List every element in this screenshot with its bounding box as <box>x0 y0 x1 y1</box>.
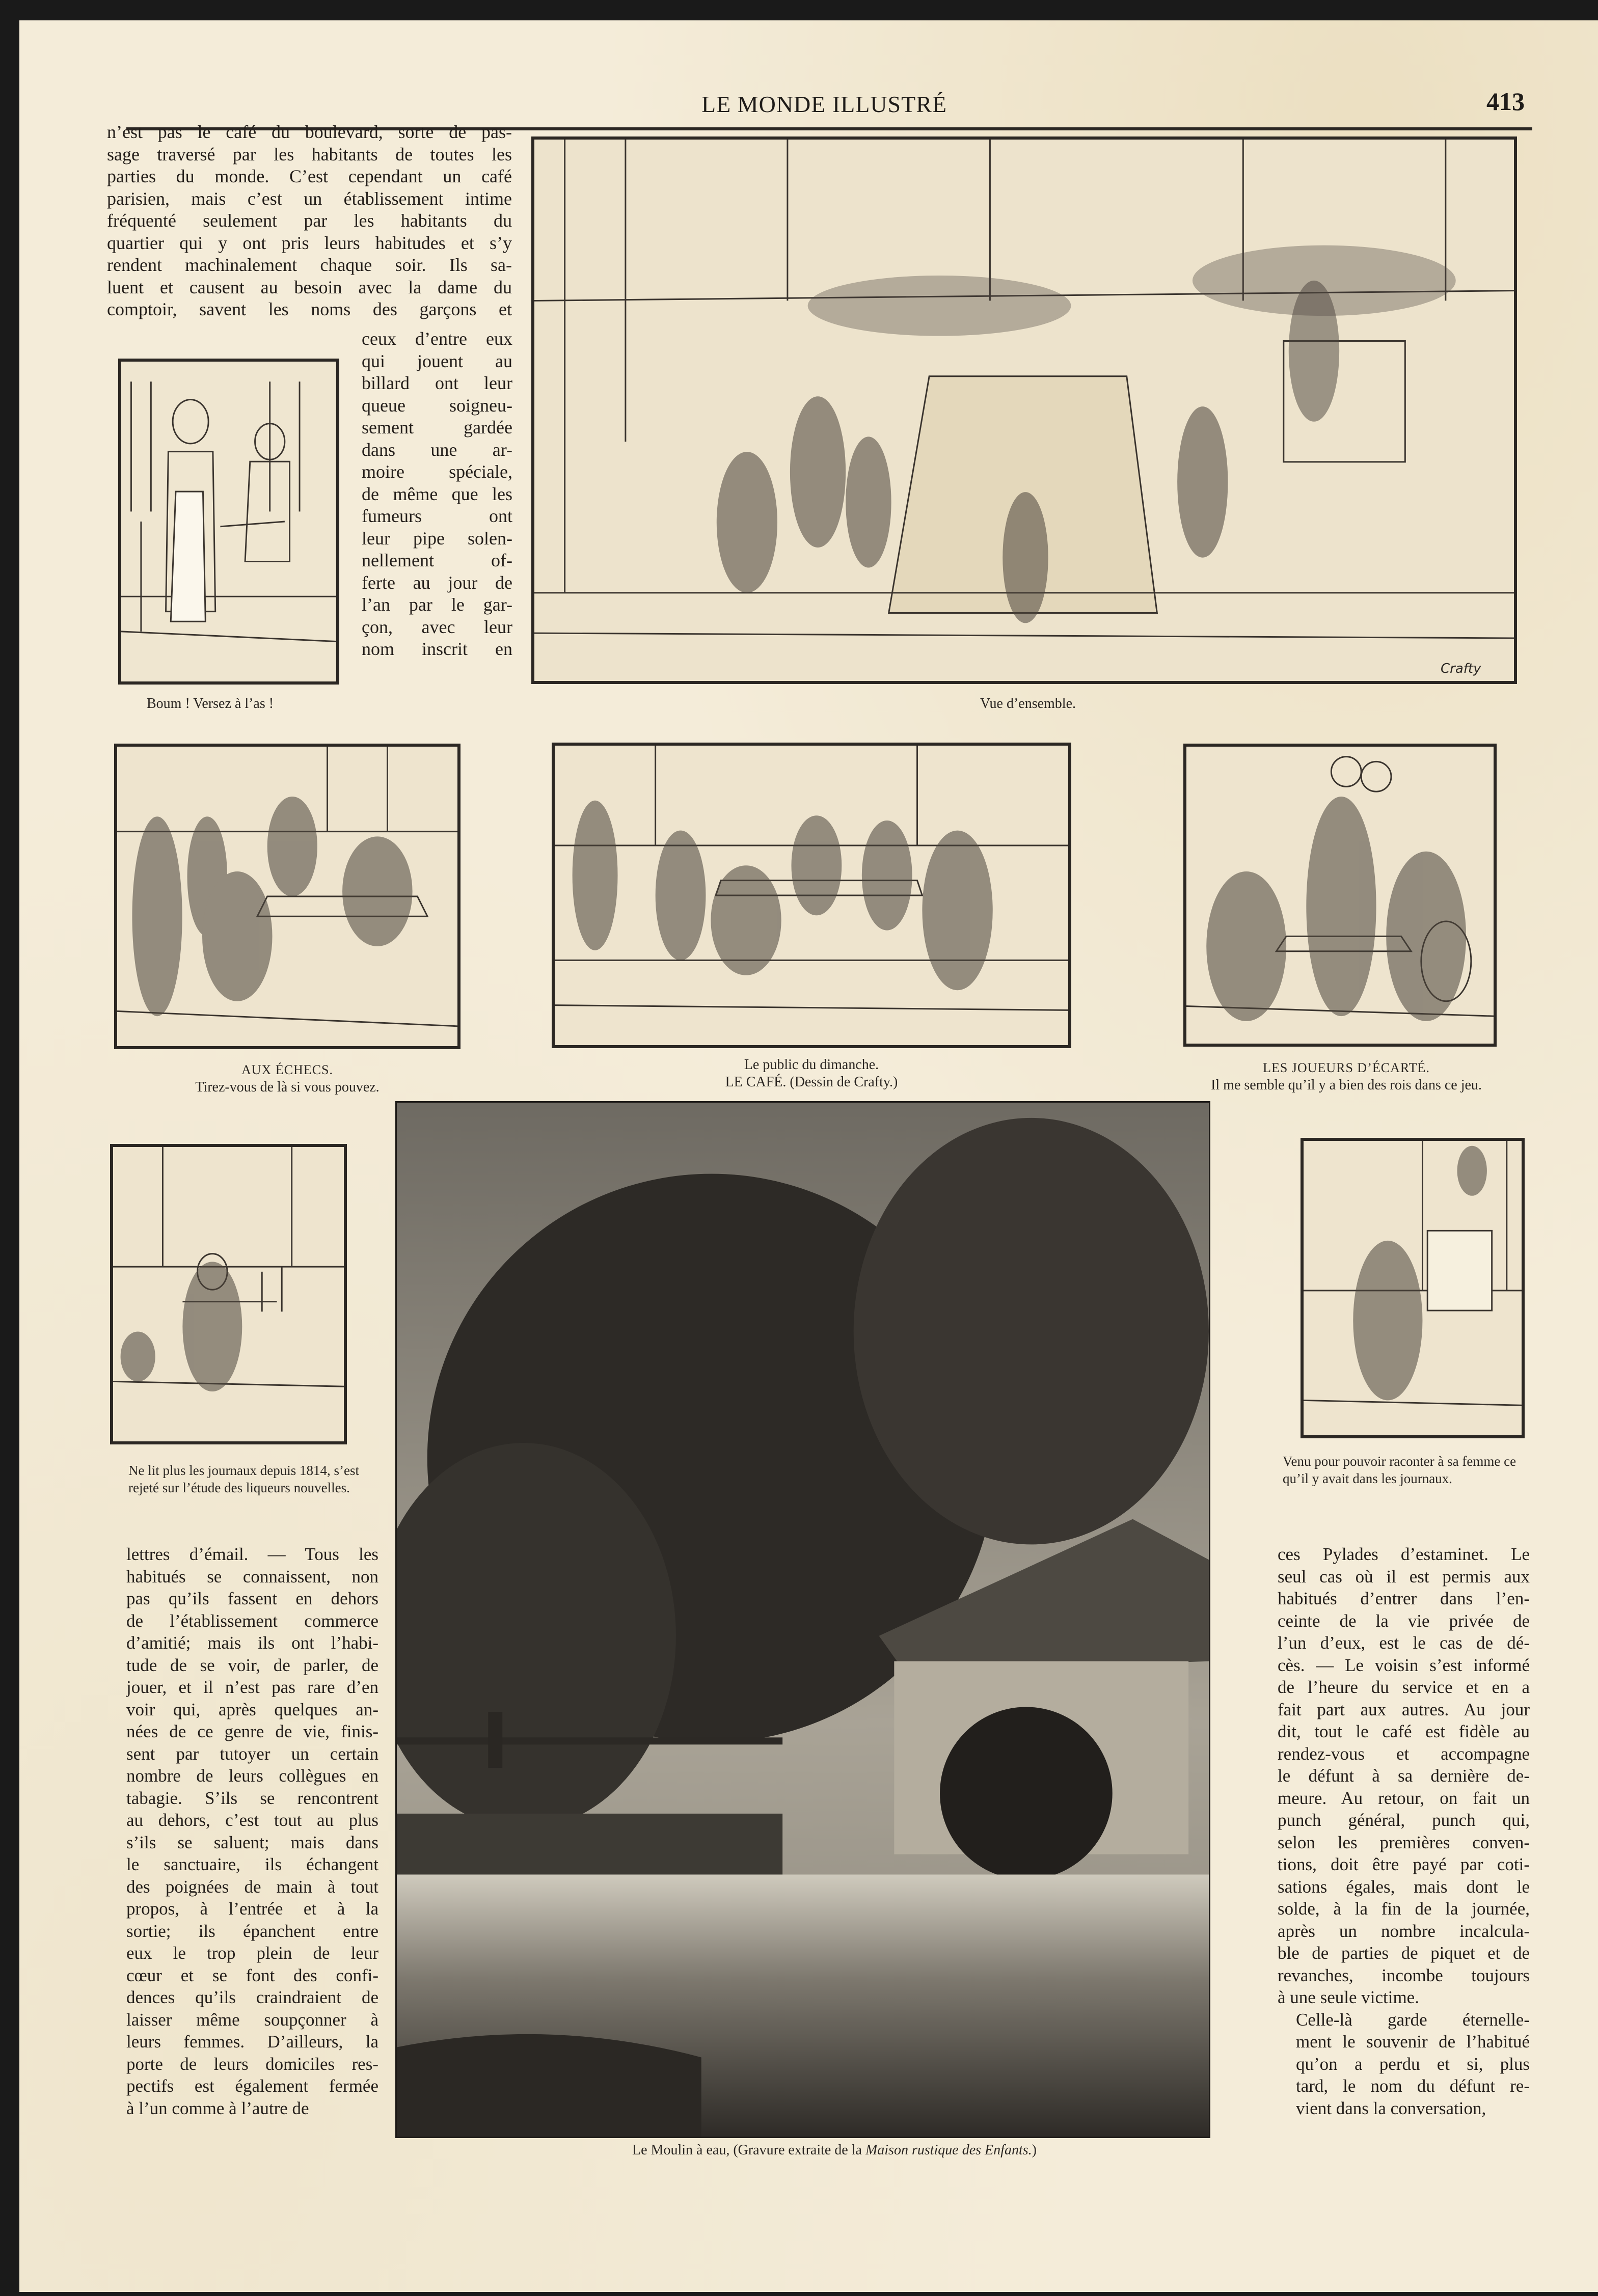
top-full-lines <box>107 121 512 321</box>
sunday-caption: Le public du dimanche. <box>744 1057 879 1073</box>
text-line: des poignées de main à tout <box>126 1876 378 1897</box>
illustration-chess <box>114 744 461 1049</box>
series-title: LE CAFÉ. (Dessin de Crafty.) <box>725 1074 898 1090</box>
text-line: voir qui, après quelques an- <box>126 1699 378 1719</box>
text-line: ceinte de la vie privée de <box>1278 1610 1530 1631</box>
text-line: l’an par le gar- <box>362 594 512 615</box>
text-line: s’ils se saluent; mais dans <box>126 1832 378 1852</box>
caption-liqueurs: Ne lit plus les journaux depuis 1814, s’est rejeté sur l’étude des liqueurs nouvelles. <box>128 1463 359 1495</box>
illustration-newspaper <box>1301 1138 1525 1438</box>
text-line: moire spéciale, <box>362 461 512 482</box>
text-line: parisien, mais c’est un établissement intime <box>107 188 512 209</box>
text-line: fait part aux autres. Au jour <box>1278 1699 1530 1719</box>
text-line: rendez-vous et accompagne <box>1278 1743 1530 1764</box>
text-line: sations égales, mais dont le <box>1278 1876 1530 1897</box>
overview-drawing <box>534 140 1514 681</box>
text-line: Celle-là garde éternelle- <box>1296 2009 1530 2030</box>
caption-overview: Vue d’ensemble. <box>980 696 1076 712</box>
top-narrow-lines <box>362 328 512 661</box>
text-line: ment le souvenir de l’habitué <box>1296 2032 1530 2052</box>
page-number: 413 <box>1486 87 1525 116</box>
text-line: habitués d’entrer dans l’en- <box>1278 1589 1530 1608</box>
text-line: le sanctuaire, ils échangent <box>126 1854 378 1874</box>
text-line: l’un d’eux, est le cas de dé- <box>1278 1633 1530 1653</box>
watermill-caption-suffix: ) <box>1032 2142 1037 2158</box>
text-line: parties du monde. C’est cependant un café <box>107 166 512 186</box>
text-line: à l’un comme à l’autre de <box>126 2098 309 2118</box>
text-line: comptoir, savent les noms des garçons et <box>107 299 512 319</box>
caption-newspaper: Venu pour pouvoir raconter à sa femme ce qu’il y avait dans les journaux. <box>1283 1454 1516 1486</box>
watermill-caption-source: Maison rustique des Enfants. <box>865 2142 1032 2158</box>
text-line: meure. Au retour, on fait un <box>1278 1788 1530 1808</box>
illustrator-signature: Crafty <box>1441 661 1481 676</box>
text-line: jouer, et il n’est pas rare d’en <box>126 1677 378 1697</box>
text-line: leurs femmes. D’ailleurs, la <box>126 2032 378 2052</box>
caption-chess <box>114 1061 461 1096</box>
text-line: de l’heure du service et en a <box>1278 1677 1530 1697</box>
caption-watermill <box>478 2142 1191 2159</box>
text-line: habitués se connaissent, non <box>126 1566 378 1587</box>
running-title: LE MONDE ILLUSTRÉ <box>701 91 947 117</box>
text-line: fumeurs ont <box>362 506 512 526</box>
illustration-waiter <box>118 359 339 685</box>
text-line: propos, à l’entrée et à la <box>126 1899 378 1919</box>
sunday-drawing <box>555 746 1068 1045</box>
text-line: sent par tutoyer un certain <box>126 1743 378 1764</box>
text-line: revanches, incombe toujours <box>1278 1965 1530 1985</box>
chess-drawing <box>117 747 457 1046</box>
text-line: lettres d’émail. — Tous les <box>126 1544 378 1564</box>
text-line: le défunt à sa dernière de- <box>1278 1766 1530 1786</box>
text-line: de l’établissement commerce <box>126 1610 378 1631</box>
caption-ecarte <box>1150 1059 1542 1094</box>
text-line: pas qu’ils fassent en dehors <box>126 1589 378 1608</box>
caption-sunday <box>552 1056 1071 1091</box>
text-line: cès. — Le voisin s’est informé <box>1278 1655 1530 1675</box>
text-line: tions, doit être payé par coti- <box>1278 1854 1530 1874</box>
text-line: dences qu’ils craindraient de <box>126 1987 378 2007</box>
text-line: fréquenté seulement par les habitants du <box>107 210 512 231</box>
watermill-caption-prefix: Le Moulin à eau, (Gravure extraite de la <box>632 2142 865 2158</box>
newspaper-page <box>19 20 1598 2292</box>
text-line: laisser même soupçonner à <box>126 2009 378 2030</box>
text-line: quartier qui y ont pris leurs habitudes et s’y <box>107 232 512 253</box>
text-line: sage traversé par les habitants de toutes les <box>107 144 512 165</box>
chess-title: AUX ÉCHECS. <box>241 1062 333 1077</box>
text-line: tabagie. S’ils se rencontrent <box>126 1788 378 1808</box>
text-line: qu’on a perdu et si, plus <box>1296 2054 1530 2074</box>
text-line: çon, avec leur <box>362 616 512 637</box>
text-line: pectifs est également fermée <box>126 2076 378 2096</box>
text-line: après un nombre incalcula- <box>1278 1921 1530 1941</box>
text-line: de même que les <box>362 483 512 504</box>
text-line: sement gardée <box>362 417 512 438</box>
text-line: au dehors, c’est tout au plus <box>126 1810 378 1830</box>
right-column-paragraph-2 <box>1278 2009 1530 2120</box>
text-line: billard ont leur <box>362 373 512 393</box>
text-line: sortie; ils épanchent entre <box>126 1921 378 1941</box>
text-line: dans une ar- <box>362 439 512 460</box>
liqueurs-drawing <box>113 1147 344 1441</box>
text-line: nellement of- <box>362 550 512 570</box>
chess-caption: Tirez-vous de là si vous pouvez. <box>195 1079 380 1095</box>
text-line: ceux d’entre eux <box>362 329 512 349</box>
text-line: luent et causent au besoin avec la dame du <box>107 277 512 297</box>
text-line: leur pipe solen- <box>362 528 512 549</box>
text-line: ferte au jour de <box>362 572 512 593</box>
text-line: punch général, punch qui, <box>1278 1810 1530 1830</box>
illustration-liqueurs <box>110 1144 347 1444</box>
article-top-column <box>107 121 512 321</box>
right-column-lines <box>1278 1543 1530 2009</box>
text-line: qui jouent au <box>362 350 512 371</box>
text-line: tard, le nom du défunt re- <box>1296 2076 1530 2096</box>
text-line: cœur et se font des confi- <box>126 1965 378 1985</box>
article-top-narrow-column <box>362 328 512 661</box>
text-line: selon les premières conven- <box>1278 1832 1530 1852</box>
text-line: nombre de leurs collègues en <box>126 1766 378 1786</box>
illustration-overview <box>531 136 1517 684</box>
illustration-ecarte <box>1183 744 1497 1047</box>
text-line: vient dans la conversation, <box>1296 2098 1486 2118</box>
illustration-sunday <box>552 743 1071 1048</box>
text-line: eux le trop plein de leur <box>126 1943 378 1963</box>
left-column-lines <box>126 1543 378 2119</box>
text-line: nées de ce genre de vie, finis- <box>126 1721 378 1741</box>
text-line: queue soigneu- <box>362 395 512 416</box>
ecarte-title: LES JOUEURS D’ÉCARTÉ. <box>1263 1060 1430 1075</box>
text-line: à une seule victime. <box>1278 1987 1419 2007</box>
text-line: rendent machinalement chaque soir. Ils sa- <box>107 255 512 275</box>
ecarte-caption: Il me semble qu’il y a bien des rois dans ce jeu. <box>1211 1077 1482 1093</box>
text-line: tude de se voir, de parler, de <box>126 1655 378 1675</box>
illustration-watermill <box>395 1101 1210 2138</box>
watermill-engraving <box>397 1103 1209 2137</box>
text-line: nom inscrit en <box>362 639 512 659</box>
text-line: d’amitié; mais ils ont l’habi- <box>126 1633 378 1653</box>
text-line: solde, à la fin de la journée, <box>1278 1899 1530 1919</box>
ecarte-drawing <box>1186 747 1494 1044</box>
text-line: n’est pas le café du boulevard, sorte de pas- <box>107 122 512 142</box>
text-line: seul cas où il est permis aux <box>1278 1566 1530 1587</box>
text-line: porte de leurs domiciles res- <box>126 2054 378 2074</box>
article-left-column <box>126 1543 378 2119</box>
article-right-column <box>1278 1543 1530 2119</box>
text-line: ble de parties de piquet et de <box>1278 1943 1530 1963</box>
waiter-drawing <box>121 362 336 681</box>
text-line: dit, tout le café est fidèle au <box>1278 1721 1530 1741</box>
newspaper-drawing <box>1304 1141 1522 1435</box>
caption-waiter: Boum ! Versez à l’as ! <box>147 696 274 712</box>
text-line: ces Pylades d’estaminet. Le <box>1278 1544 1530 1564</box>
